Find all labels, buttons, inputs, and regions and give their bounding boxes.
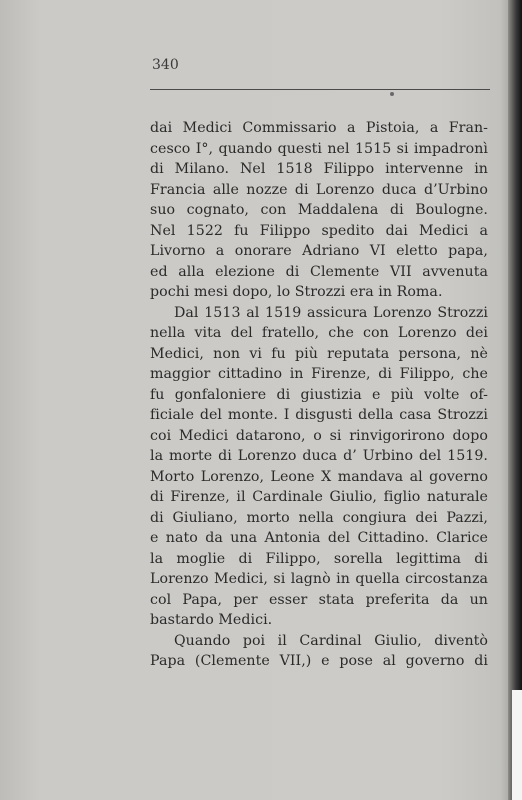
text-line: Francia alle nozze di Lorenzo duca d’Urbino bbox=[150, 181, 488, 198]
text-line: di Milano. Nel 1518 Filippo intervenne in bbox=[150, 161, 488, 177]
text-line: ed alla elezione di Clemente VII avvenuta bbox=[150, 263, 488, 280]
page-edge-shadow bbox=[508, 0, 522, 800]
text-line: pochi mesi dopo, lo Strozzi era in Roma. bbox=[150, 284, 443, 300]
text-line: e nato da una Antonia del Cittadino. Clarice bbox=[150, 530, 488, 546]
text-line: suo cognato, con Maddalena di Boulogne. bbox=[150, 202, 488, 218]
text-line: coi Medici datarono, o si rinvigorirono dopo bbox=[150, 427, 488, 444]
text-line: Quando poi il Cardinal Giulio, diventò bbox=[174, 632, 488, 649]
text-line: dai Medici Commissario a Pistoia, a Fran- bbox=[150, 120, 488, 136]
body-text bbox=[150, 118, 488, 672]
text-line: di Firenze, il Cardinale Giulio, figlio naturale bbox=[150, 489, 488, 505]
text-line: di Giuliano, morto nella congiura dei Pazzi, bbox=[150, 509, 488, 526]
page-number: 340 bbox=[152, 57, 179, 73]
text-line: la morte di Lorenzo duca d’ Urbino del 1519. bbox=[150, 448, 488, 464]
text-line: Morto Lorenzo, Leone X mandava al governo bbox=[150, 468, 488, 485]
text-line: fu gonfaloniere di giustizia e più volte of- bbox=[150, 386, 488, 403]
text-line: ficiale del monte. I disgusti della casa Strozzi bbox=[150, 407, 488, 423]
header-rule bbox=[150, 89, 490, 90]
text-line: Papa (Clemente VII,) e pose al governo di bbox=[150, 653, 488, 669]
text-line: col Papa, per esser stata preferita da un bbox=[150, 591, 488, 608]
text-line: bastardo Medici. bbox=[150, 612, 273, 628]
text-line: Livorno a onorare Adriano VI eletto papa, bbox=[150, 243, 488, 259]
text-line: cesco I°, quando questi nel 1515 si impadronì bbox=[150, 140, 488, 157]
text-line: Dal 1513 al 1519 assicura Lorenzo Strozzi bbox=[174, 304, 488, 321]
scan-edge bbox=[512, 690, 522, 800]
text-line: Medici, non vi fu più reputata persona, nè bbox=[150, 345, 488, 362]
text-line: Lorenzo Medici, si lagnò in quella circostanza bbox=[150, 571, 488, 587]
text-line: nella vita del fratello, che con Lorenzo dei bbox=[150, 325, 488, 341]
text-line: la moglie di Filippo, sorella legittima di bbox=[150, 550, 488, 567]
text-line: Nel 1522 fu Filippo spedito dai Medici a bbox=[150, 222, 488, 239]
text-line: maggior cittadino in Firenze, di Filippo, che bbox=[150, 366, 488, 382]
rule-mark bbox=[390, 92, 394, 96]
